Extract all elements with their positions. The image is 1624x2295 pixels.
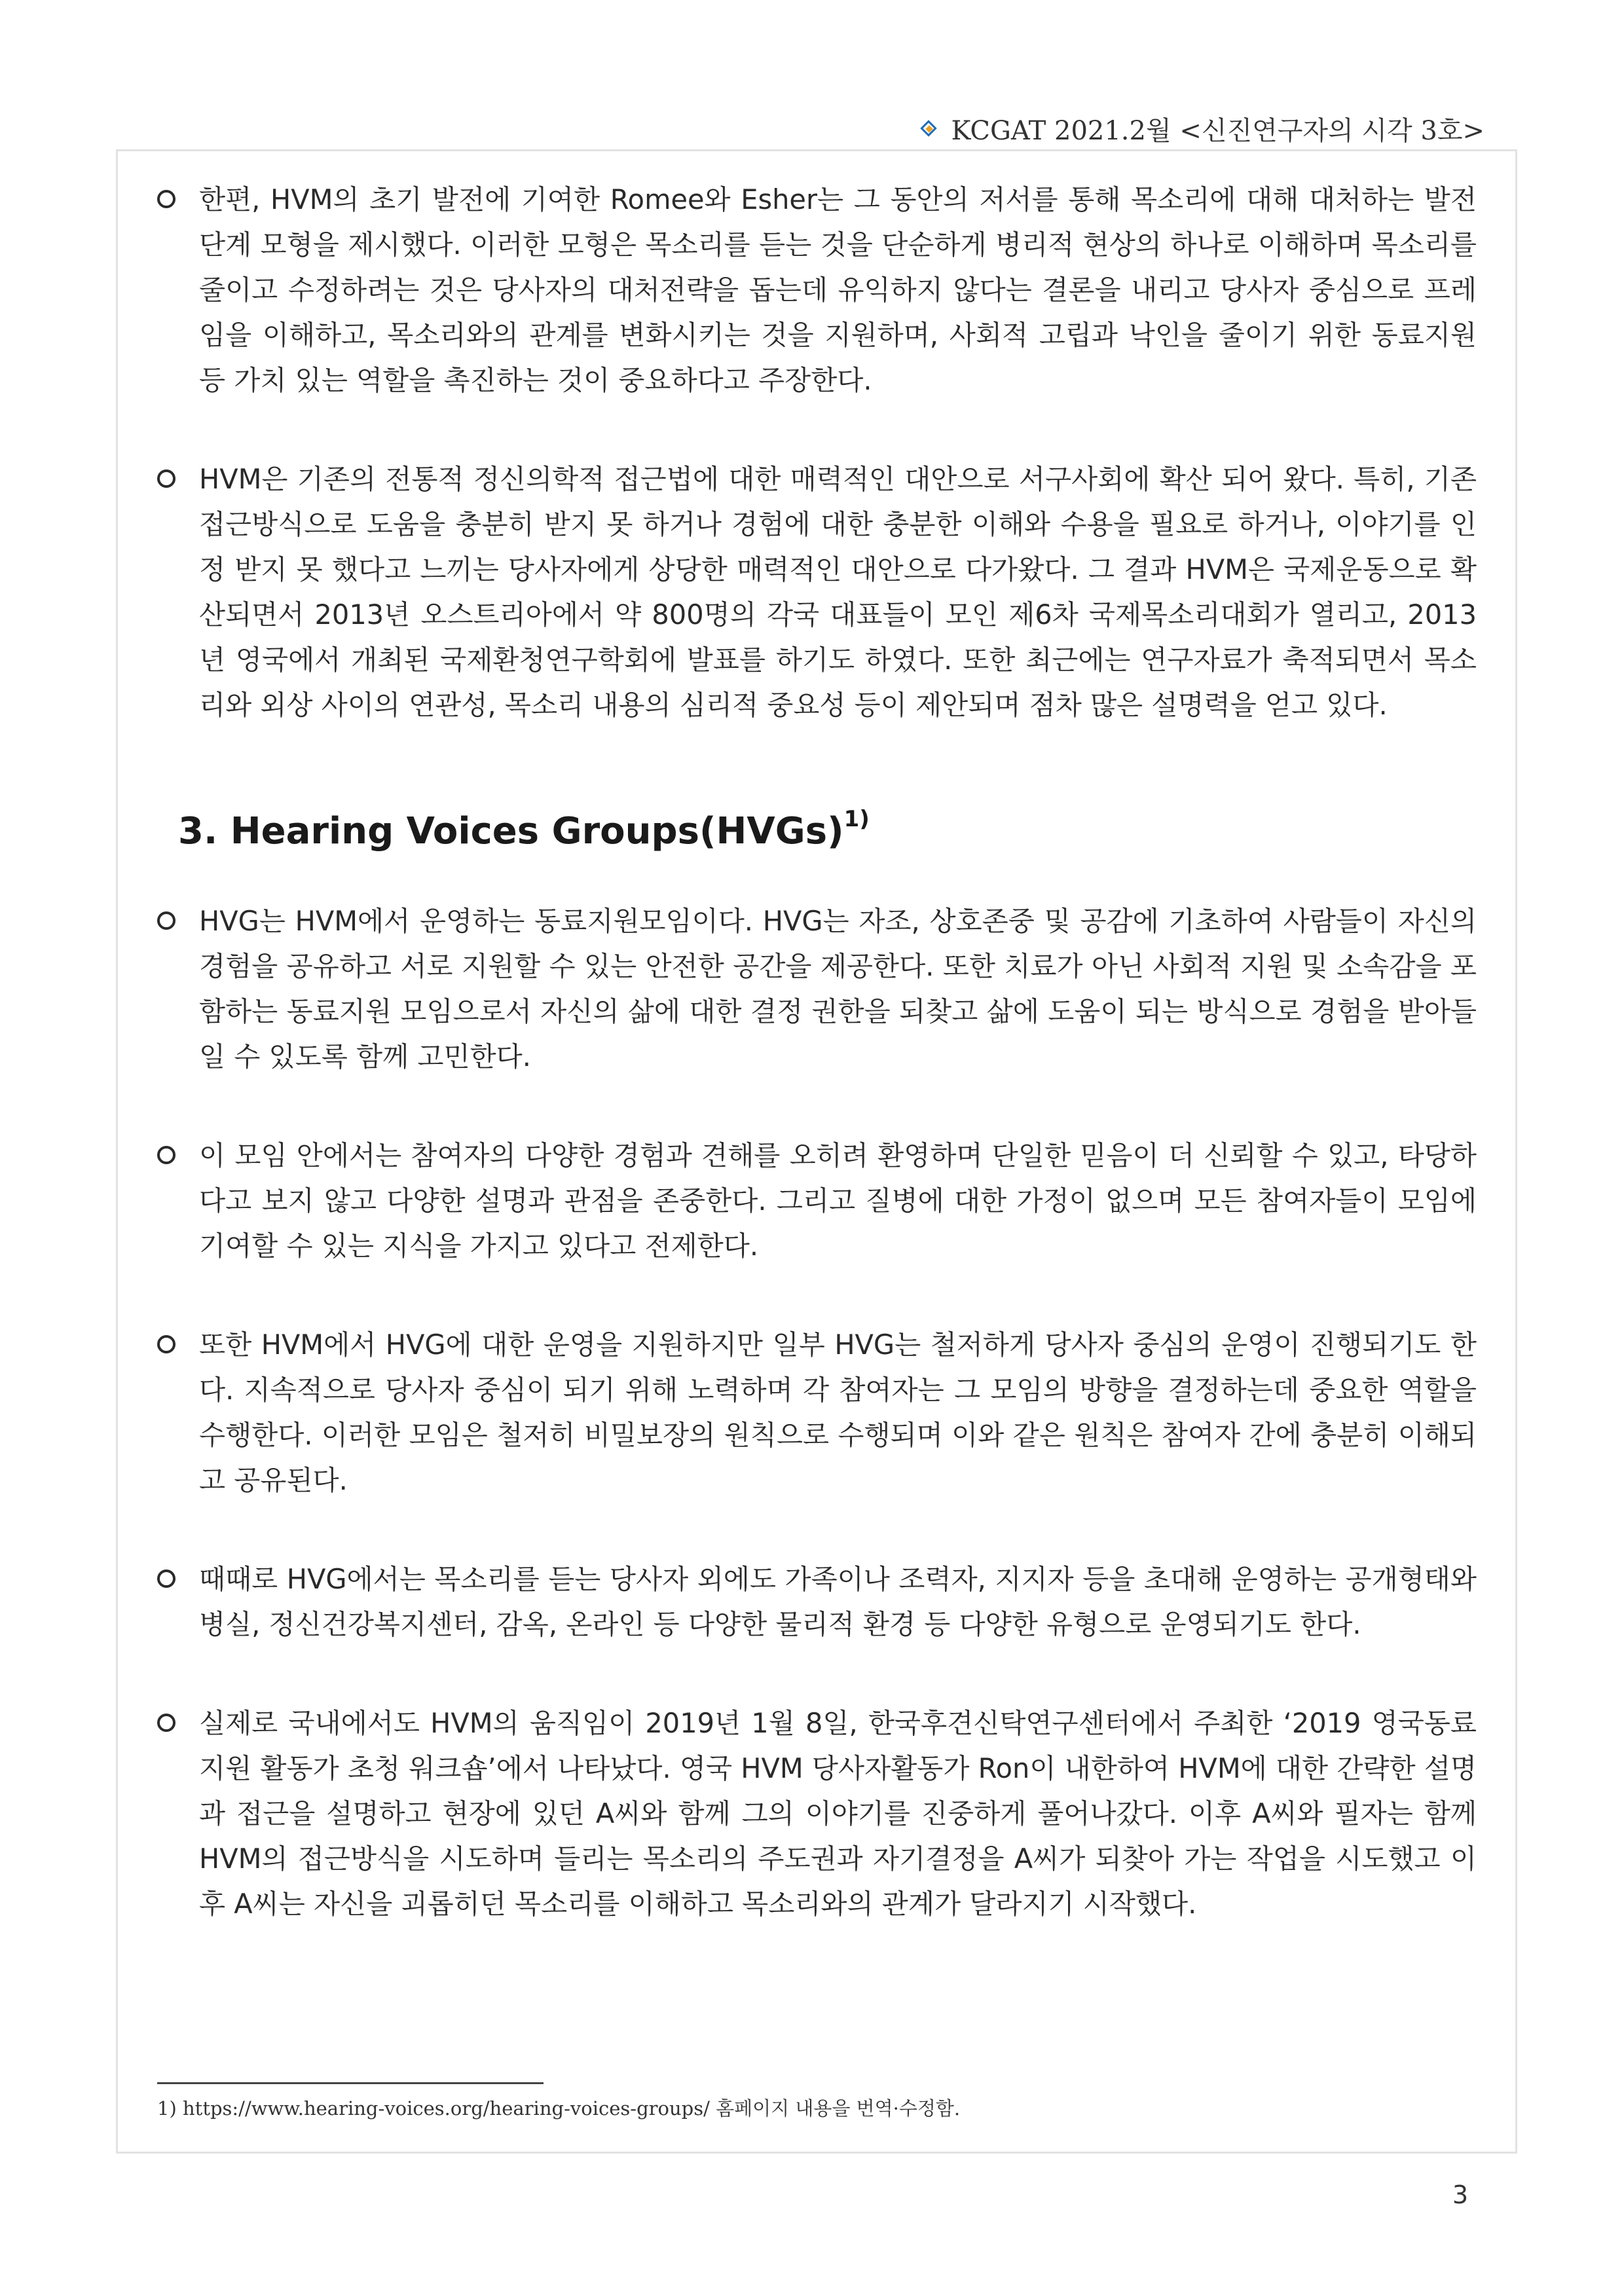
intro-paragraph-2 <box>157 456 1477 727</box>
circle-bullet-icon <box>157 1335 175 1353</box>
running-header <box>921 110 1485 147</box>
section-title-text: Hearing Voices Groups(HVGs) <box>230 810 844 853</box>
page-body <box>157 177 1477 1926</box>
paragraph-text: 이 모임 안에서는 참여자의 다양한 경험과 견해를 오히려 환영하며 단일한 믿음이 더 신뢰할 수 있고, 타당하다고 보지 않고 다양한 설명과 관점을 존중한다. 그리고 질병에 대한 가정이 없으며 모든 참여자들이 모임에 기여할 수 있는 지식을 가지고 있다고 전제한다. <box>199 1139 1477 1262</box>
section3-paragraph-2 <box>157 1133 1477 1268</box>
footnote: 1) https://www.hearing-voices.org/hearing-voices-groups/ 홈페이지 내용을 번역·수정함. <box>157 2097 961 2120</box>
circle-bullet-icon <box>157 1570 175 1588</box>
paragraph-text: 또한 HVM에서 HVG에 대한 운영을 지원하지만 일부 HVG는 철저하게 당사자 중심의 운영이 진행되기도 한다. 지속적으로 당사자 중심이 되기 위해 노력하며 각 참여자는 그 모임의 방향을 결정하는데 중요한 역할을 수행한다. 이러한 모임은 철저히 비밀보장의 원칙으로 수행되며 이와 같은 원칙은 참여자 간에 충분히 이해되고 공유된다. <box>199 1329 1477 1496</box>
circle-bullet-icon <box>157 190 175 208</box>
circle-bullet-icon <box>157 1146 175 1164</box>
section3-paragraph-1 <box>157 898 1477 1079</box>
section3-paragraph-4 <box>157 1556 1477 1647</box>
footnote-divider <box>157 2082 544 2084</box>
circle-bullet-icon <box>157 1714 175 1732</box>
section-number: 3. <box>178 810 218 853</box>
running-title: KCGAT 2021.2월 <신진연구자의 시각 3호> <box>951 116 1485 146</box>
page-number: 3 <box>1452 2180 1468 2209</box>
paragraph-text: 때때로 HVG에서는 목소리를 듣는 당사자 외에도 가족이나 조력자, 지지자 등을 초대해 운영하는 공개형태와 병실, 정신건강복지센터, 감옥, 온라인 등 다양한 물리적 환경 등 다양한 유형으로 운영되기도 한다. <box>199 1563 1477 1640</box>
section3-paragraph-3 <box>157 1322 1477 1503</box>
section-heading <box>157 793 1477 858</box>
circle-bullet-icon <box>157 911 175 930</box>
paragraph-text: HVM은 기존의 전통적 정신의학적 접근법에 대한 매력적인 대안으로 서구사회에 확산 되어 왔다. 특히, 기존 접근방식으로 도움을 충분히 받지 못 하거나 경험에 대한 충분한 이해와 수용을 필요로 하거나, 이야기를 인정 받지 못 했다고 느끼는 당사자에게 상당한 매력적인 대안으로 다가왔다. 그 결과 HVM은 국제운동으로 확산되면서 2013년 오스트리아에서 약 800명의 각국 대표들이 모인 제6차 국제목소리대회가 열리고, 2013년 영국에서 개최된 국제환청연구학회에 발표를 하기도 하였다. 또한 최근에는 연구자료가 축적되면서 목소리와 외상 사이의 연관성, 목소리 내용의 심리적 중요성 등이 제안되며 점차 많은 설명력을 얻고 있다. <box>199 463 1477 721</box>
paragraph-text: 실제로 국내에서도 HVM의 움직임이 2019년 1월 8일, 한국후견신탁연구센터에서 주최한 ‘2019 영국동료지원 활동가 초청 워크숍’에서 나타났다. 영국 HVM 당사자활동가 Ron이 내한하여 HVM에 대한 간략한 설명과 접근을 설명하고 현장에 있던 A씨와 함께 그의 이야기를 진중하게 풀어나갔다. 이후 A씨와 필자는 함께 HVM의 접근방식을 시도하며 들리는 목소리의 주도권과 자기결정을 A씨가 되찾아 가는 작업을 시도했고 이후 A씨는 자신을 괴롭히던 목소리를 이해하고 목소리와의 관계가 달라지기 시작했다. <box>199 1707 1477 1920</box>
paragraph-text: HVG는 HVM에서 운영하는 동료지원모임이다. HVG는 자조, 상호존중 및 공감에 기초하여 사람들이 자신의 경험을 공유하고 서로 지원할 수 있는 안전한 공간을 제공한다. 또한 치료가 아닌 사회적 지원 및 소속감을 포함하는 동료지원 모임으로서 자신의 삶에 대한 결정 권한을 되찾고 삶에 도움이 되는 방식으로 경험을 받아들일 수 있도록 함께 고민한다. <box>199 905 1477 1073</box>
diamond-icon <box>921 121 937 137</box>
footnote-reference[interactable]: 1) <box>843 806 870 832</box>
section3-paragraph-5 <box>157 1700 1477 1926</box>
circle-bullet-icon <box>157 469 175 488</box>
paragraph-text: 한편, HVM의 초기 발전에 기여한 Romee와 Esher는 그 동안의 저서를 통해 목소리에 대해 대처하는 발전단계 모형을 제시했다. 이러한 모형은 목소리를 듣는 것을 단순하게 병리적 현상의 하나로 이해하며 목소리를 줄이고 수정하려는 것은 당사자의 대처전략을 돕는데 유익하지 않다는 결론을 내리고 당사자 중심으로 프레임을 이해하고, 목소리와의 관계를 변화시키는 것을 지원하며, 사회적 고립과 낙인을 줄이기 위한 동료지원 등 가치 있는 역할을 촉진하는 것이 중요하다고 주장한다. <box>199 183 1477 396</box>
intro-paragraph-1 <box>157 177 1477 403</box>
